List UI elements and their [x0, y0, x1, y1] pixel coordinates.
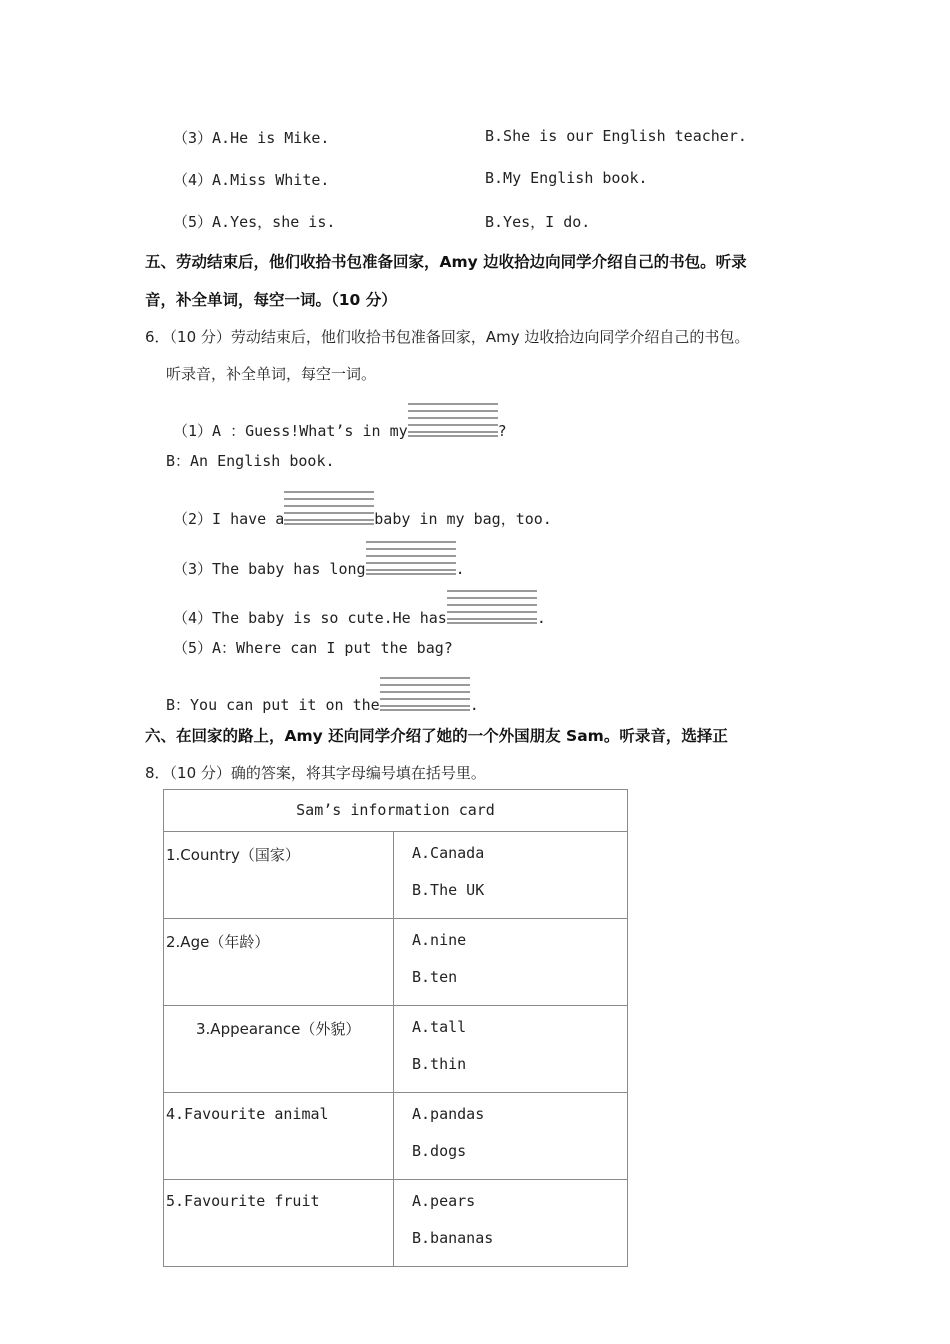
option-a[interactable]: A.pandas [412, 1105, 485, 1123]
section5-heading-line2: 音，补全单词，每空一词。（10 分） [145, 291, 397, 309]
item-number: （3） [173, 129, 213, 147]
row-label: 4.Favourite animal [164, 1093, 394, 1180]
item-number: （4） [173, 171, 213, 189]
q4-item-4-option-b: B.My English book. [485, 169, 648, 187]
prompt-end: . [536, 609, 546, 627]
answer-blank-5[interactable] [380, 690, 470, 710]
table-row [164, 832, 628, 919]
answer-blank-3[interactable] [366, 554, 456, 574]
question-8-line: 8．（10 分）确的答案，将其字母编号填在括号里。 [145, 764, 486, 782]
q4-item-4 [173, 169, 329, 190]
fill-item-1 [173, 416, 507, 441]
section6-heading: 六、在回家的路上，Amy 还向同学介绍了她的一个外国朋友 Sam。听录音，选择正 [145, 727, 728, 745]
question-6-line2: 听录音，补全单词，每空一词。 [166, 365, 377, 383]
row-label: 5.Favourite fruit [164, 1180, 394, 1267]
prompt-end: . [469, 696, 479, 714]
option-a: A.He is Mike. [212, 129, 330, 147]
info-card-table [163, 789, 628, 1267]
q4-item-3 [173, 127, 329, 148]
table-row [164, 1093, 628, 1180]
table-row [164, 1180, 628, 1267]
prompt-text: （1）A ：Guess!What’s in my [173, 422, 408, 440]
option-a[interactable]: A.nine [412, 931, 467, 949]
option-a[interactable]: A.pears [412, 1192, 476, 1210]
row-options [394, 1006, 628, 1093]
fill-item-5-question: （5）A：Where can I put the bag? [173, 639, 453, 657]
q4-item-3-option-b: B.She is our English teacher. [485, 127, 747, 145]
row-options [394, 1093, 628, 1180]
fill-item-4 [173, 603, 546, 628]
fill-item-5-answer [166, 690, 479, 715]
option-b[interactable]: B.The UK [412, 881, 485, 899]
answer-blank-4[interactable] [447, 603, 537, 623]
option-a[interactable]: A.Canada [412, 844, 485, 862]
option-a[interactable]: A.tall [412, 1018, 467, 1036]
option-b[interactable]: B.dogs [412, 1142, 467, 1160]
card-title: Sam’s information card [164, 790, 628, 832]
fill-item-3 [173, 554, 465, 579]
q4-item-5 [173, 211, 335, 232]
option-b[interactable]: B.thin [412, 1055, 467, 1073]
table-row [164, 1006, 628, 1093]
option-a: A.Miss White. [212, 171, 330, 189]
question-6-line1: 6．（10 分）劳动结束后，他们收拾书包准备回家，Amy 边收拾边向同学介绍自己的书包。 [145, 328, 750, 346]
row-options [394, 832, 628, 919]
row-options [394, 919, 628, 1006]
fill-item-2 [173, 504, 552, 529]
row-label: 2.Age（年龄） [164, 919, 394, 1006]
item-number: （5） [173, 213, 213, 231]
row-label: 3.Appearance（外貌） [164, 1006, 394, 1093]
prompt-text: （4）The baby is so cute.He has [173, 609, 447, 627]
option-b[interactable]: B.bananas [412, 1229, 494, 1247]
prompt-end: ? [497, 422, 507, 440]
prompt-text: （2）I have a [173, 510, 285, 528]
row-options [394, 1180, 628, 1267]
prompt-text: B：You can put it on the [166, 696, 380, 714]
option-b[interactable]: B.ten [412, 968, 458, 986]
table-row [164, 919, 628, 1006]
dialog-response-b: B：An English book. [166, 452, 335, 470]
prompt-end: baby in my bag，too. [374, 510, 552, 528]
q4-item-5-option-b: B.Yes，I do. [485, 213, 591, 231]
section5-heading-line1: 五、劳动结束后，他们收拾书包准备回家，Amy 边收拾边向同学介绍自己的书包。听录 [145, 253, 747, 271]
row-label: 1.Country（国家） [164, 832, 394, 919]
option-a: A.Yes，she is. [212, 213, 336, 231]
prompt-end: . [455, 560, 465, 578]
answer-blank-1[interactable] [408, 416, 498, 436]
answer-blank-2[interactable] [284, 504, 374, 524]
prompt-text: （3）The baby has long [173, 560, 366, 578]
